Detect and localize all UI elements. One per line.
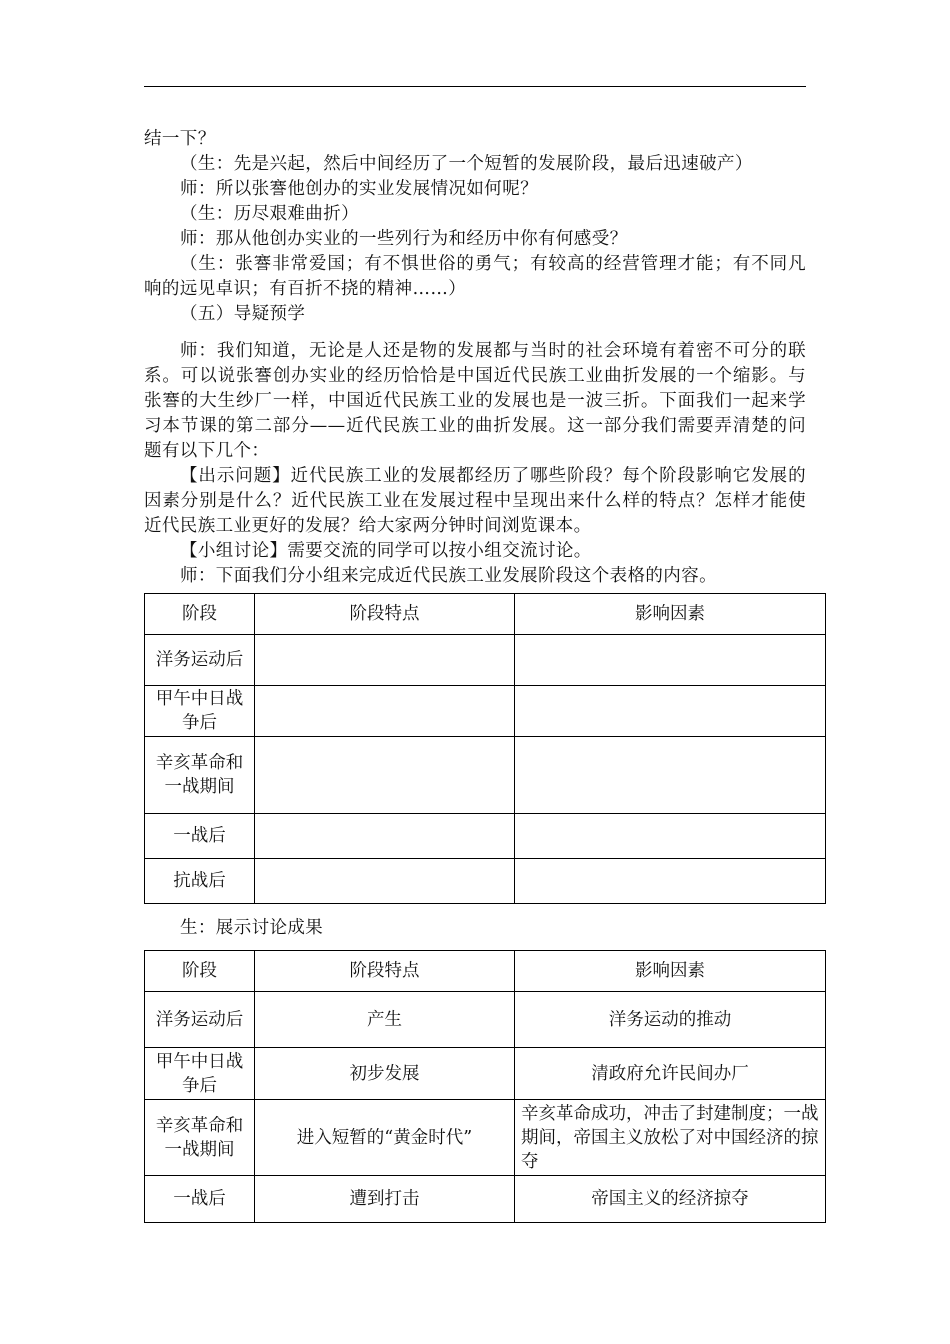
header-cell: 阶段特点 [255, 951, 515, 992]
factor-cell [515, 737, 826, 814]
paragraph: （生：历尽艰难曲折） [180, 204, 359, 224]
factor-cell [515, 635, 826, 686]
factor-cell: 清政府允许民间办厂 [515, 1048, 826, 1100]
stage-cell: 甲午中日战争后 [145, 1048, 255, 1100]
stage-cell: 洋务运动后 [145, 635, 255, 686]
paragraph: 【小组讨论】需要交流的同学可以按小组交流讨论。 [180, 541, 592, 561]
table-row [145, 737, 826, 814]
table-row [145, 1048, 826, 1100]
stages-table-empty [144, 593, 826, 904]
header-rule [144, 86, 806, 87]
between-text [144, 916, 806, 941]
stage-cell: 一战后 [145, 814, 255, 859]
paragraph: 师：所以张謇他创办的实业发展情况如何呢？ [180, 179, 538, 199]
feature-cell [255, 859, 515, 904]
stages-table-filled [144, 950, 826, 1223]
feature-cell: 遭到打击 [255, 1176, 515, 1223]
factor-cell: 帝国主义的经济掠夺 [515, 1176, 826, 1223]
table-row [145, 686, 826, 737]
feature-cell: 进入短暂的“黄金时代” [255, 1100, 515, 1176]
table-header-row [145, 951, 826, 992]
stage-cell: 甲午中日战争后 [145, 686, 255, 737]
stage-cell: 辛亥革命和一战期间 [145, 737, 255, 814]
feature-cell [255, 814, 515, 859]
table-row [145, 992, 826, 1048]
feature-cell [255, 686, 515, 737]
table-row [145, 1176, 826, 1223]
section-heading: （五）导疑预学 [180, 304, 306, 324]
stage-cell: 抗战后 [145, 859, 255, 904]
table-row [145, 1100, 826, 1176]
feature-cell [255, 635, 515, 686]
stage-cell: 洋务运动后 [145, 992, 255, 1048]
paragraph: 结一下？ [144, 129, 216, 149]
header-cell: 阶段 [145, 951, 255, 992]
paragraph: 师：下面我们分小组来完成近代民族工业发展阶段这个表格的内容。 [180, 566, 717, 586]
paragraph: （生：先是兴起，然后中间经历了一个短暂的发展阶段，最后迅速破产） [180, 154, 753, 174]
paragraph: 【出示问题】近代民族工业的发展都经历了哪些阶段？每个阶段影响它发展的因素分别是什么？近代民族工业在发展过程中呈现出来什么样的特点？怎样才能使近代民族工业更好的发展？给大家两分钟时间浏览课本。 [144, 466, 806, 536]
paragraph: 生：展示讨论成果 [180, 918, 324, 938]
feature-cell [255, 737, 515, 814]
mid-text [144, 339, 806, 589]
factor-cell: 洋务运动的推动 [515, 992, 826, 1048]
table-row [145, 859, 826, 904]
factor-cell [515, 859, 826, 904]
header-cell: 影响因素 [515, 951, 826, 992]
feature-cell: 产生 [255, 992, 515, 1048]
header-cell: 阶段特点 [255, 594, 515, 635]
factor-cell: 辛亥革命成功，冲击了封建制度；一战期间，帝国主义放松了对中国经济的掠夺 [515, 1100, 826, 1176]
header-cell: 阶段 [145, 594, 255, 635]
factor-cell [515, 686, 826, 737]
table-row [145, 814, 826, 859]
feature-cell: 初步发展 [255, 1048, 515, 1100]
top-text [144, 127, 806, 327]
stage-cell: 一战后 [145, 1176, 255, 1223]
table-header-row [145, 594, 826, 635]
table-row [145, 635, 826, 686]
paragraph: 师：那从他创办实业的一些列行为和经历中你有何感受？ [180, 229, 628, 249]
stage-cell: 辛亥革命和一战期间 [145, 1100, 255, 1176]
factor-cell [515, 814, 826, 859]
header-cell: 影响因素 [515, 594, 826, 635]
paragraph: 师：我们知道，无论是人还是物的发展都与当时的社会环境有着密不可分的联系。可以说张謇创办实业的经历恰恰是中国近代民族工业曲折发展的一个缩影。与张謇的大生纱厂一样，中国近代民族工业的发展也是一波三折。下面我们一起来学习本节课的第二部分——近代民族工业的曲折发展。这一部分我们需要弄清楚的问题有以下几个： [144, 341, 806, 461]
paragraph: （生：张謇非常爱国；有不惧世俗的勇气；有较高的经营管理才能；有不同凡响的远见卓识；有百折不挠的精神……） [144, 254, 806, 299]
